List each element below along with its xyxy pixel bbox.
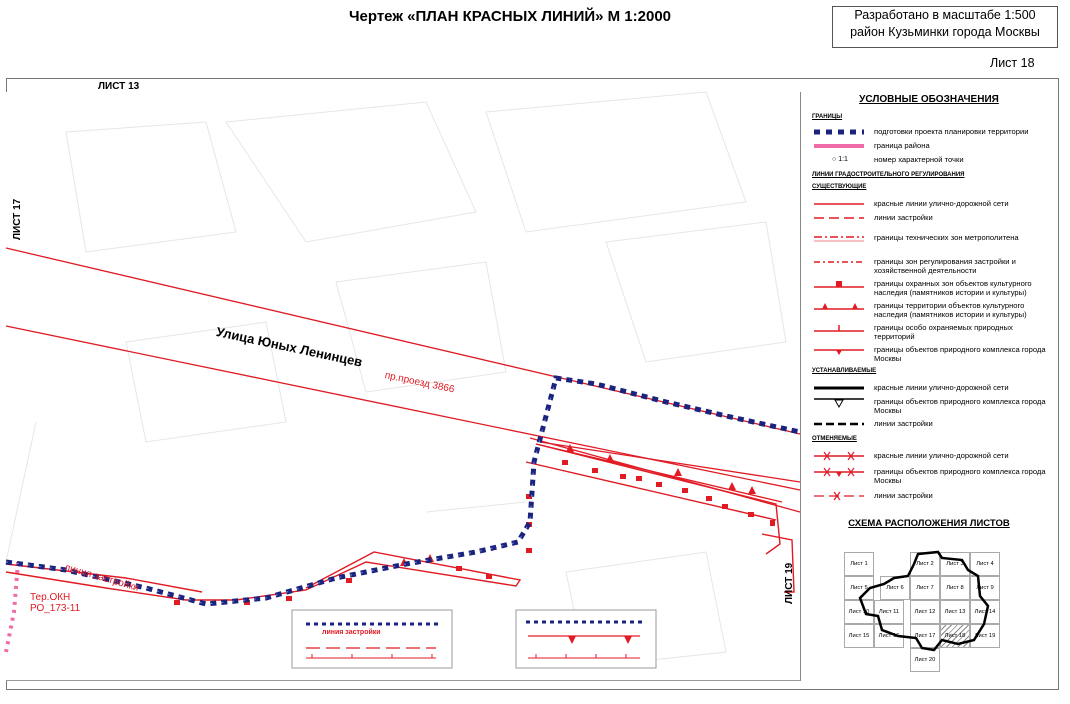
scheme-sheet-12[interactable]: Лист 12 xyxy=(910,600,940,624)
legend-title: УСЛОВНЫЕ ОБОЗНАЧЕНИЯ xyxy=(859,94,999,105)
scheme-sheet-18[interactable]: Лист 18 xyxy=(940,624,970,648)
district-boundary xyxy=(6,562,18,652)
sheet-number: Лист 18 xyxy=(990,56,1035,70)
scheme-sheet-15[interactable]: Лист 15 xyxy=(844,624,874,648)
legend-section-cancelled: ОТМЕНЯЕМЫЕ xyxy=(812,436,857,442)
legend-section-existing: СУЩЕСТВУЮЩИЕ xyxy=(812,184,867,190)
building-line-label: линия застройки xyxy=(62,562,141,594)
legend-section-borders: ГРАНИЦЫ xyxy=(812,114,843,120)
scheme-sheet-16[interactable]: Лист 16 xyxy=(874,624,904,648)
scheme-sheet-3[interactable]: Лист 3 xyxy=(940,552,970,576)
scheme-sheet-2[interactable]: Лист 2 xyxy=(910,552,940,576)
sheet-label-right: ЛИСТ 19 xyxy=(784,562,795,604)
inset-box-red-line xyxy=(516,610,656,668)
legend-panel: УСЛОВНЫЕ ОБОЗНАЧЕНИЯ ГРАНИЦЫ подготовки проекта планировки территории граница района ○ 1:1 номер характерной точки ЛИНИИ ГРАДОСТРОИТЕЛЬНОГО РЕГУЛИРОВАНИЯ СУЩЕСТВУЮЩИЕ красные линии улично-дорожной сети линии застройки границы технических зон метрополитена границы зон регулирования застройки и хозяйственной деятельности границы охранных зон объектов культурного наследия (памятников истории и культуры) границы территории объектов культурного наследия (памятников истории и культуры) границы особо охраняемых природных территорий границы объектов природного комплекса города Москвы УСТАНАВЛИВАЕМЫЕ красные линии улично-дорожной сети границы объектов природного комплекса города Москвы линии застройки ОТМЕНЯЕМЫЕ красные линии улично-дорожной сети границы объектов природного комплекса города Москвы линии застройки СХЕМА РАСПОЛОЖЕНИЯ ЛИСТОВ xyxy=(806,92,1052,680)
district-outline xyxy=(838,540,1024,676)
boundary-barbs xyxy=(174,444,775,605)
street-name: Улица Юных Ленинцев xyxy=(214,324,364,370)
map-area[interactable] xyxy=(6,81,801,681)
scheme-sheet-1[interactable]: Лист 1 xyxy=(844,552,874,576)
scheme-sheet-20[interactable]: Лист 20 xyxy=(910,648,940,672)
scheme-sheet-11[interactable]: Лист 11 xyxy=(874,600,904,624)
scheme-sheet-4[interactable]: Лист 4 xyxy=(970,552,1000,576)
passage-label: пр.проезд 3866 xyxy=(383,370,456,396)
scheme-sheet-17[interactable]: Лист 17 xyxy=(910,624,940,648)
scheme-sheet-5[interactable]: Лист 5 xyxy=(844,576,874,600)
title-stamp xyxy=(832,6,1058,48)
scheme-sheet-7[interactable]: Лист 7 xyxy=(910,576,940,600)
map-canvas xyxy=(6,92,800,680)
drawing-title: Чертеж «ПЛАН КРАСНЫХ ЛИНИЙ» М 1:2000 xyxy=(348,8,672,25)
inset-building-line-label: линия застройки xyxy=(322,629,381,636)
scheme-sheet-14[interactable]: Лист 14 xyxy=(970,600,1000,624)
stamp-scale: Разработано в масштабе 1:500 xyxy=(854,8,1036,22)
scheme-sheet-19[interactable]: Лист 19 xyxy=(970,624,1000,648)
scheme-sheet-9[interactable]: Лист 9 xyxy=(970,576,1000,600)
sheet-label-left: ЛИСТ 17 xyxy=(12,198,23,240)
scheme-sheet-10[interactable]: Лист 10 xyxy=(844,600,874,624)
scheme-sheet-8[interactable]: Лист 8 xyxy=(940,576,970,600)
development-outline xyxy=(6,444,794,600)
planning-boundary xyxy=(6,378,800,604)
stamp-district: район Кузьминки города Москвы xyxy=(850,25,1040,39)
legend-section-lines: ЛИНИИ ГРАДОСТРОИТЕЛЬНОГО РЕГУЛИРОВАНИЯ xyxy=(812,172,965,178)
scheme-sheet-6[interactable]: Лист 6 xyxy=(880,576,910,600)
sheet-label-top: ЛИСТ 13 xyxy=(98,81,140,92)
scheme-sheet-13[interactable]: Лист 13 xyxy=(940,600,970,624)
legend-section-established: УСТАНАВЛИВАЕМЫЕ xyxy=(812,368,877,374)
sheet-layout-scheme[interactable] xyxy=(838,540,1024,676)
okn-label: Тер.ОКН РО_173-11 xyxy=(30,592,81,614)
scheme-title: СХЕМА РАСПОЛОЖЕНИЯ ЛИСТОВ xyxy=(848,518,1010,529)
inset-box-building-line xyxy=(292,610,452,668)
